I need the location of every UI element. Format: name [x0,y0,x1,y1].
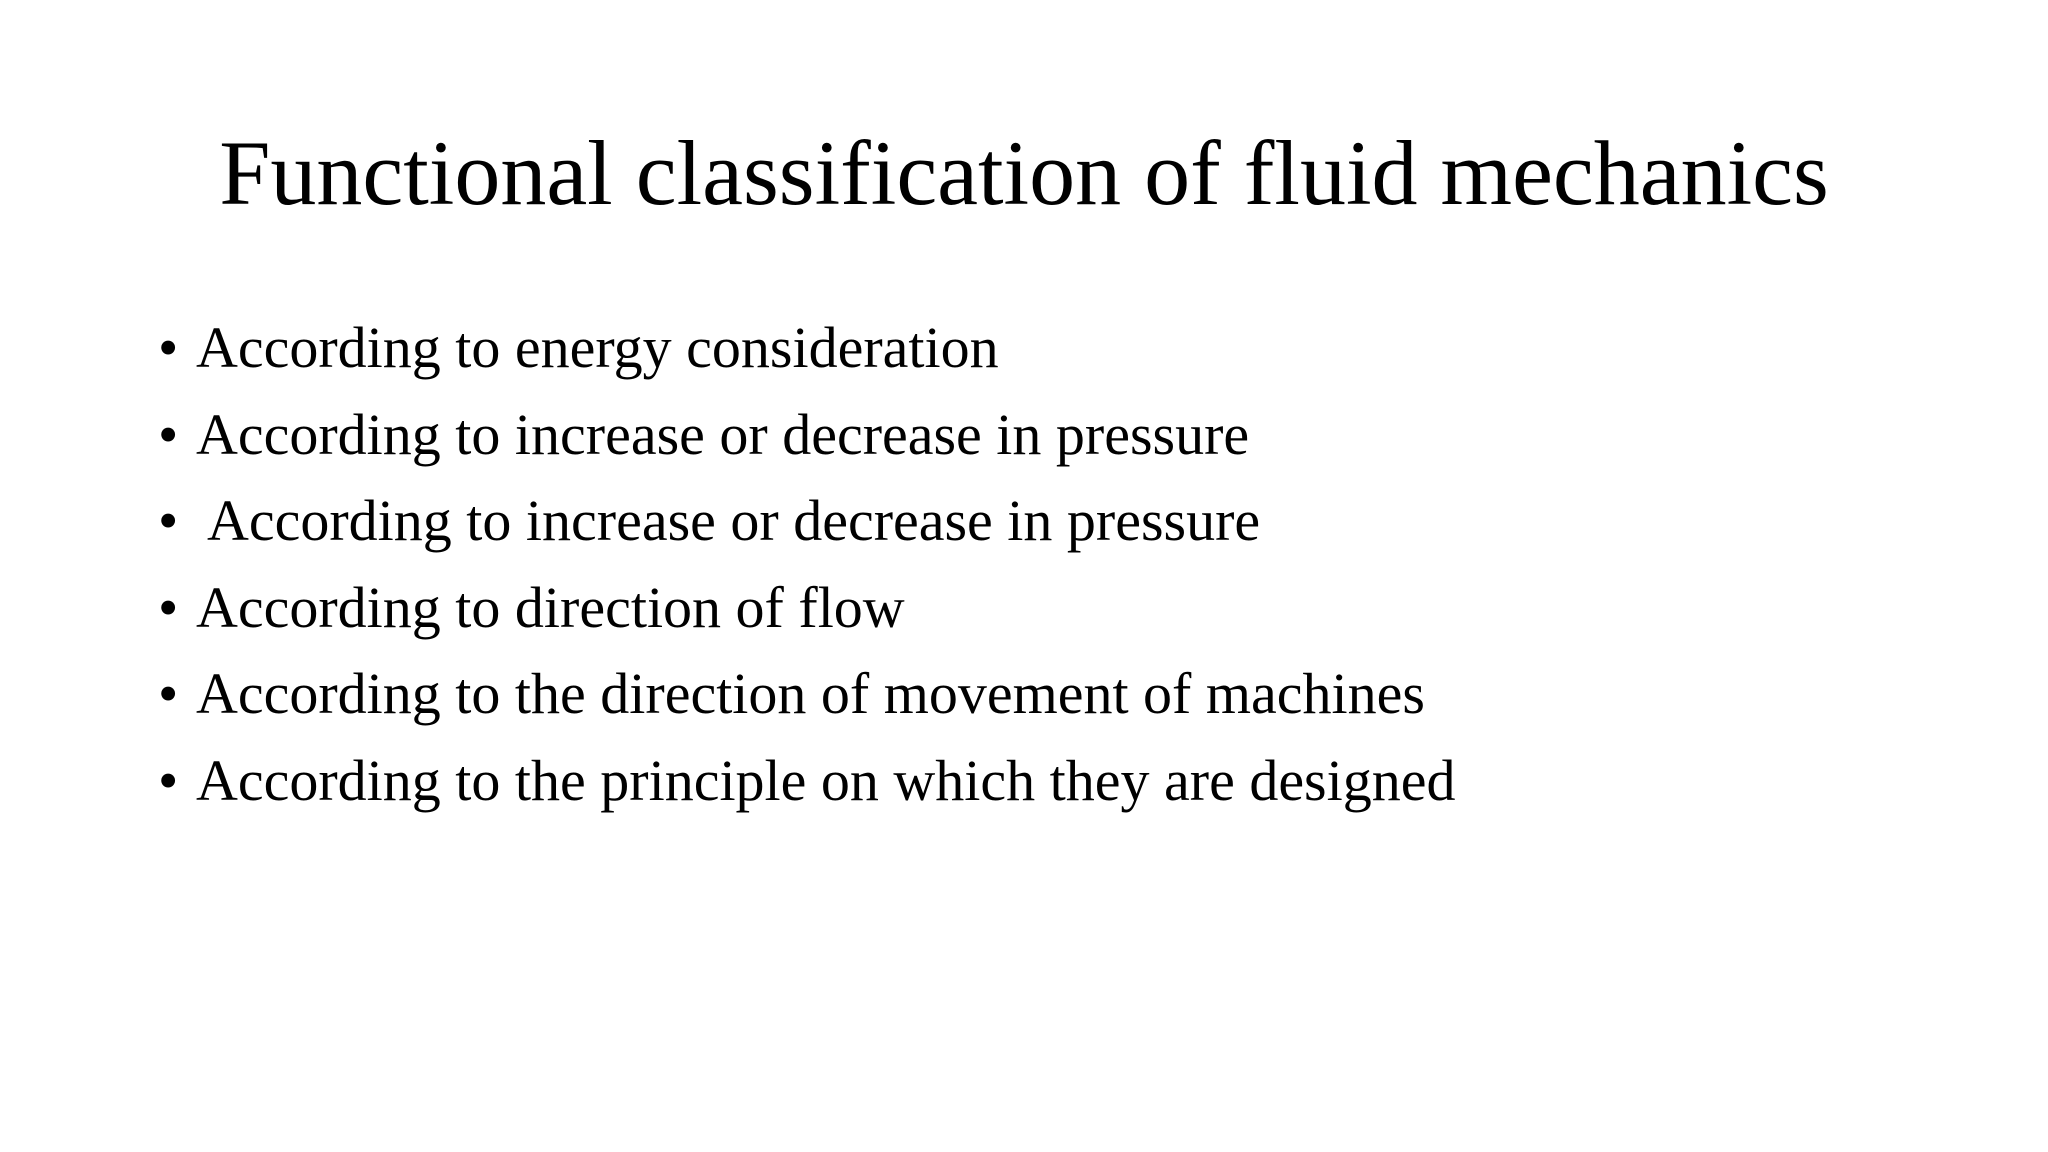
list-item-text: According to the principle on which they are designed [196,747,1456,813]
list-item [158,397,1456,484]
list-item [158,656,1456,743]
bullet-marker: • [158,574,179,640]
list-item [158,570,1456,657]
bullet-marker: • [158,661,179,726]
list-item [158,743,1456,830]
bullet-marker: • [158,488,179,553]
slide-title: Functional classification of fluid mechanics [219,122,1829,224]
list-item-text: According to the direction of movement of machines [196,661,1425,726]
list-item [158,483,1456,570]
list-item-text: According to direction of flow [196,574,905,640]
bullet-marker: • [158,747,179,813]
list-item [158,310,1456,397]
bullet-list [158,310,1456,829]
list-item-text: According to energy consideration [196,315,999,380]
bullet-marker: • [158,401,179,467]
bullet-marker: • [158,315,179,380]
list-item-text: According to increase or decrease in pressure [207,488,1261,553]
list-item-text: According to increase or decrease in pressure [196,401,1250,467]
